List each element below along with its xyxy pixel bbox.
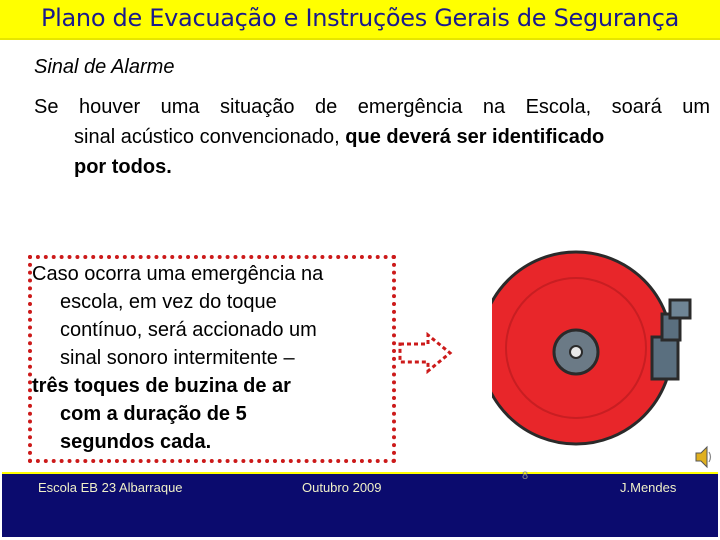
box-line-2: escola, em vez do toque — [60, 291, 277, 313]
speaker-icon[interactable] — [694, 444, 714, 470]
page-title: Plano de Evacuação e Instruções Gerais de Segurança — [40, 4, 680, 32]
right-arrow-icon — [398, 332, 454, 374]
intro-line-2-normal: sinal acústico convencionado, — [74, 126, 346, 148]
box-line-3: contínuo, será accionado um — [60, 319, 317, 341]
footer-school: Escola EB 23 Albarraque — [38, 480, 183, 495]
footer-author: J.Mendes — [620, 480, 677, 495]
box-line-6: com a duração de 5 — [60, 403, 247, 425]
intro-line-2-bold: que deverá ser identificado — [345, 126, 605, 148]
intro-paragraph — [34, 92, 710, 182]
box-line-5: três toques de buzina de ar — [32, 375, 291, 397]
alarm-info-text — [32, 260, 402, 456]
section-subtitle: Sinal de Alarme — [34, 56, 175, 78]
footer-date: Outubro 2009 — [302, 480, 382, 495]
intro-line-3: por todos. — [74, 156, 172, 178]
footer-page-number: 8 — [522, 470, 529, 482]
intro-line-1: Se houver uma situação de emergência na Escola, soará um — [34, 96, 710, 118]
alarm-bell-icon — [492, 242, 692, 452]
box-line-4: sinal sonoro intermitente – — [60, 347, 295, 369]
intro-line-2 — [34, 122, 710, 152]
box-line-7: segundos cada. — [60, 431, 212, 453]
box-line-1: Caso ocorra uma emergência na — [32, 263, 324, 285]
